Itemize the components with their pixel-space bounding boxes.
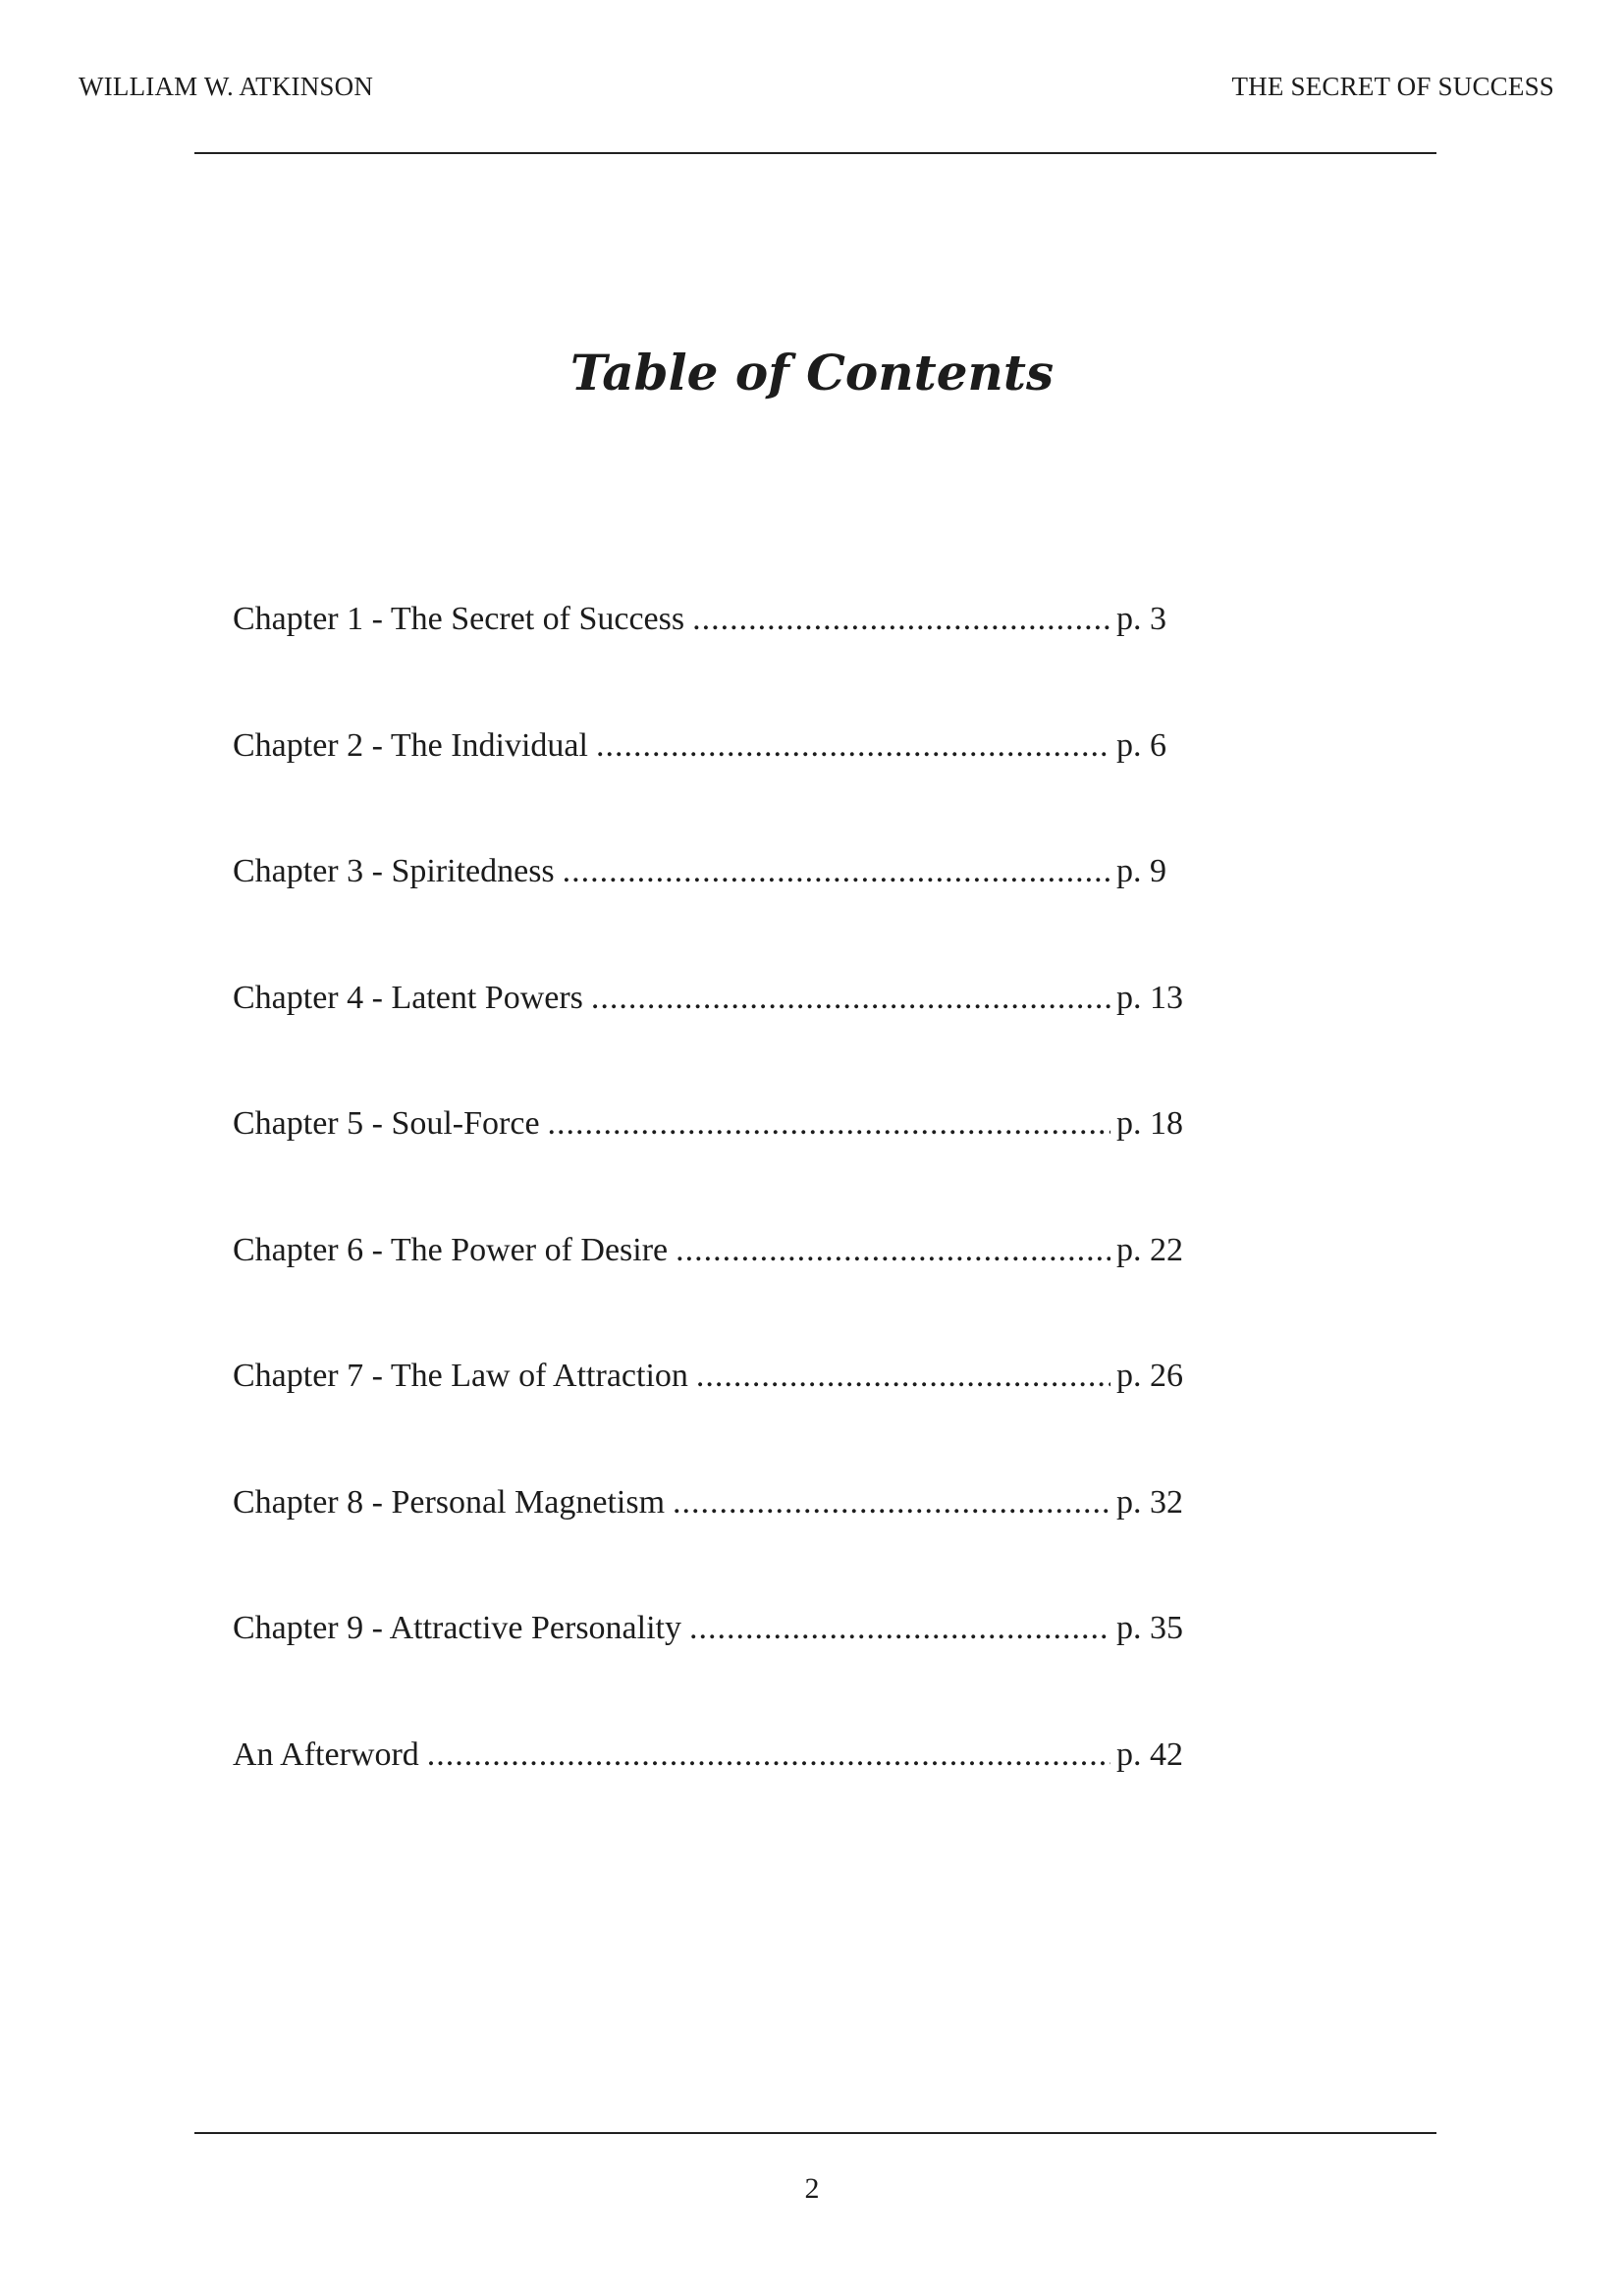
- toc-dot-leader: [673, 1484, 1110, 1522]
- toc-entry-chapter-5[interactable]: [233, 1105, 1195, 1232]
- toc-dot-leader: [548, 1105, 1110, 1143]
- running-header-title: THE SECRET OF SUCCESS: [1231, 72, 1554, 101]
- page-number: 2: [804, 2172, 820, 2205]
- toc-dot-leader: [591, 980, 1110, 1017]
- toc-entry-page: p. 13: [1116, 979, 1183, 1016]
- toc-dot-leader: [427, 1736, 1110, 1774]
- toc-dot-leader: [689, 1610, 1110, 1647]
- toc-entry-page: p. 22: [1116, 1231, 1183, 1268]
- toc-dot-leader: [692, 601, 1110, 638]
- toc-entry-page: p. 26: [1116, 1358, 1183, 1394]
- toc-entry-page: p. 18: [1116, 1105, 1183, 1142]
- toc-entry-page: p. 3: [1116, 601, 1166, 637]
- toc-entry-chapter-6[interactable]: [233, 1232, 1195, 1359]
- toc-entry-page: p. 35: [1116, 1610, 1183, 1646]
- toc-entry-page: p. 6: [1116, 726, 1166, 764]
- toc-dot-leader: [696, 1358, 1110, 1395]
- toc-entry-label: Chapter 3 - Spiritedness: [233, 853, 555, 889]
- toc-entry-chapter-7[interactable]: [233, 1358, 1195, 1484]
- toc-dot-leader: [596, 727, 1110, 765]
- footer-divider: [194, 2132, 1436, 2134]
- toc-entry-label: Chapter 1 - The Secret of Success: [233, 601, 685, 637]
- toc-dot-leader: [563, 853, 1110, 890]
- toc-dot-leader: [676, 1232, 1110, 1269]
- toc-entry-chapter-4[interactable]: [233, 980, 1195, 1106]
- toc-entry-page: p. 9: [1116, 853, 1166, 889]
- toc-entry-label: Chapter 9 - Attractive Personality: [233, 1610, 681, 1646]
- page-title: Table of Contents: [569, 343, 1055, 401]
- toc-entry-label: An Afterword: [233, 1735, 419, 1773]
- toc-entry-chapter-2[interactable]: [233, 727, 1195, 854]
- toc-entry-label: Chapter 7 - The Law of Attraction: [233, 1358, 688, 1394]
- table-of-contents: [233, 601, 1195, 1862]
- toc-entry-chapter-8[interactable]: [233, 1484, 1195, 1611]
- toc-entry-label: Chapter 6 - The Power of Desire: [233, 1231, 669, 1268]
- toc-entry-chapter-3[interactable]: [233, 853, 1195, 980]
- toc-entry-chapter-1[interactable]: [233, 601, 1195, 727]
- toc-entry-label: Chapter 5 - Soul-Force: [233, 1105, 540, 1142]
- toc-entry-page: p. 42: [1116, 1735, 1183, 1773]
- running-header-author: WILLIAM W. ATKINSON: [79, 72, 374, 101]
- toc-entry-chapter-9[interactable]: [233, 1610, 1195, 1736]
- toc-entry-label: Chapter 2 - The Individual: [233, 726, 588, 764]
- toc-entry-page: p. 32: [1116, 1483, 1183, 1521]
- toc-entry-label: Chapter 4 - Latent Powers: [233, 979, 583, 1016]
- toc-entry-label: Chapter 8 - Personal Magnetism: [233, 1483, 666, 1521]
- header-divider: [194, 152, 1436, 154]
- toc-entry-afterword[interactable]: [233, 1736, 1195, 1863]
